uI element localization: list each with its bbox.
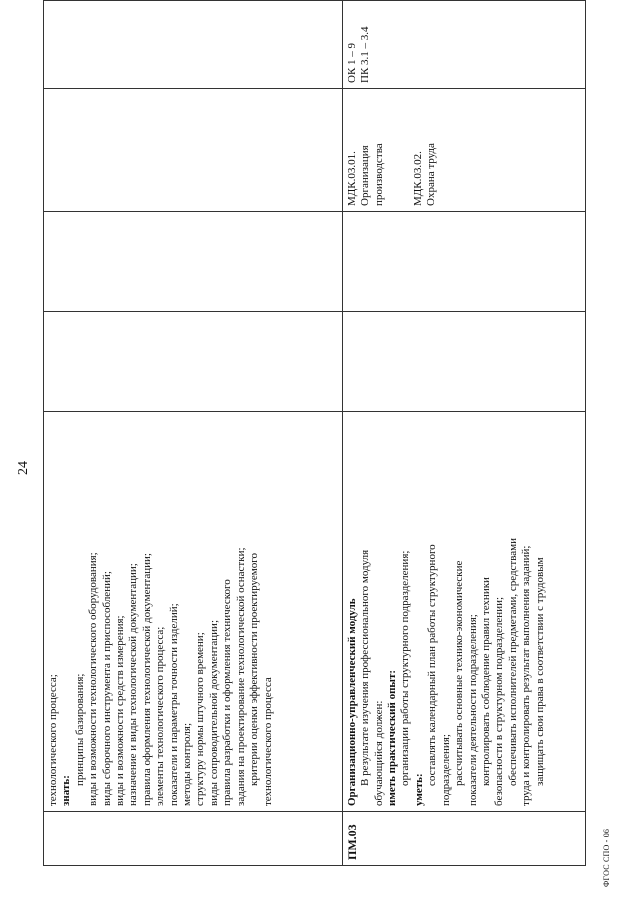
intro-line: В результате изучения профессионального модуля <box>359 549 372 786</box>
general-competencies: ОК 1 – 9 <box>345 42 358 83</box>
mdk-cell <box>342 89 585 212</box>
intro-line: обучающийся должен: <box>372 700 385 806</box>
list-item: критерии оценки эффективности проектируемого <box>248 553 261 786</box>
list-item: правила разработки и оформления технического <box>221 579 234 806</box>
footer-text: ФГОС СПО - 06 <box>602 828 611 887</box>
list-item: безопасности в структурном подразделении; <box>493 596 506 806</box>
competency-cell <box>342 1 585 89</box>
list-item: назначение и виды технологической документации; <box>127 563 140 806</box>
empty-cell <box>342 212 585 312</box>
empty-cell <box>44 312 343 412</box>
mdk-code: МДК.03.02. <box>412 151 425 206</box>
list-item: технологического процесса <box>261 677 274 806</box>
content-cell <box>44 412 343 812</box>
list-item: показатели деятельности подразделения; <box>466 614 479 806</box>
knowledge-heading: знать: <box>60 775 73 806</box>
code-cell <box>44 812 343 866</box>
list-item: труда и контролировать результат выполнения заданий; <box>520 545 533 806</box>
table-row <box>44 1 343 866</box>
list-item: виды сопроводительной документации; <box>207 619 220 806</box>
list-item: обеспечивать исполнителей предметами, средствами <box>506 537 519 786</box>
code-cell <box>342 812 585 866</box>
list-item: организации работы структурного подразделения; <box>399 550 412 786</box>
knowledge-intro: технологического процесса; <box>47 674 59 806</box>
list-item: подразделения; <box>439 734 452 806</box>
skills-heading: уметь: <box>412 773 425 806</box>
empty-cell <box>44 212 343 312</box>
table-row <box>342 1 585 866</box>
list-item: виды и возможности технологического оборудования; <box>87 552 100 806</box>
list-item: показатели и параметры точности изделий; <box>167 603 180 806</box>
spacer <box>386 95 412 206</box>
mdk-code: МДК.03.01. <box>345 151 358 206</box>
list-item: структуру нормы штучного времени; <box>194 632 207 806</box>
module-code: ПМ.03 <box>344 824 359 860</box>
mdk-title: Организация <box>359 145 372 206</box>
list-item: контролировать соблюдение правил техники <box>479 577 492 786</box>
list-item: виды и возможности средств измерения; <box>114 615 127 806</box>
list-item: принципы базирования; <box>73 673 86 786</box>
curriculum-table <box>43 0 586 866</box>
list-item: задания на проектирование технологической оснастки; <box>234 547 247 806</box>
practice-heading: иметь практический опыт: <box>386 669 399 806</box>
list-item: составлять календарный план работы структурного <box>426 544 439 786</box>
competency-cell <box>44 1 343 89</box>
module-title: Организационно-управленческий модуль <box>345 598 358 806</box>
page-number: 24 <box>16 461 31 475</box>
mdk-cell <box>44 89 343 212</box>
list-item: виды сборочного инструмента и приспособлений; <box>100 571 113 806</box>
empty-cell <box>342 312 585 412</box>
professional-competencies: ПК 3.1 – 3.4 <box>359 26 372 83</box>
mdk-title: производства <box>372 143 385 206</box>
content-cell <box>342 412 585 812</box>
list-item: рассчитывать основные технико-экономические <box>453 560 466 786</box>
list-item: методы контроля; <box>181 723 194 806</box>
list-item: защищать свои права в соответствии с трудовым <box>533 557 546 786</box>
list-item: элементы технологического процесса; <box>154 626 167 806</box>
list-item: правила оформления технологической документации; <box>140 553 153 806</box>
mdk-title: Охрана труда <box>425 143 438 206</box>
